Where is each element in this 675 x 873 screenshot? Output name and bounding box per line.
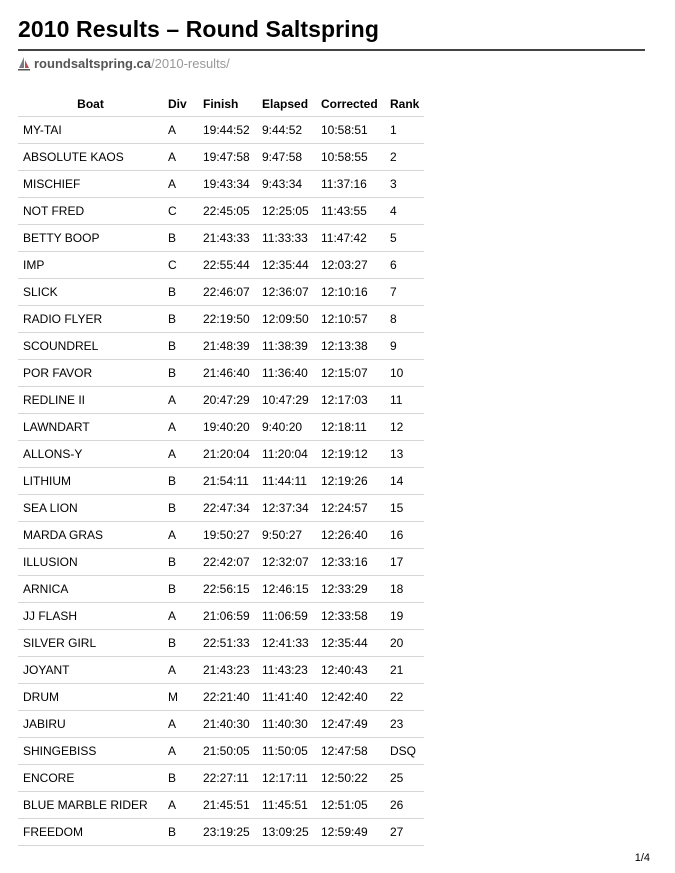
elapsed-time-cell: 12:36:07: [257, 279, 316, 306]
rank-cell: 25: [385, 765, 424, 792]
corrected-time-cell: 12:40:43: [316, 657, 385, 684]
boat-name-cell: LITHIUM: [18, 468, 163, 495]
elapsed-time-cell: 11:06:59: [257, 603, 316, 630]
boat-name-cell: JABIRU: [18, 711, 163, 738]
rank-cell: 16: [385, 522, 424, 549]
rank-cell: 6: [385, 252, 424, 279]
division-cell: B: [163, 576, 198, 603]
table-row: [18, 603, 424, 630]
boat-name-cell: BLUE MARBLE RIDER: [18, 792, 163, 819]
elapsed-time-cell: 12:32:07: [257, 549, 316, 576]
rank-cell: 26: [385, 792, 424, 819]
boat-name-cell: ABSOLUTE KAOS: [18, 144, 163, 171]
rank-cell: 3: [385, 171, 424, 198]
table-row: [18, 198, 424, 225]
table-row: [18, 360, 424, 387]
division-cell: A: [163, 441, 198, 468]
finish-time-cell: 19:43:34: [198, 171, 257, 198]
boat-name-cell: LAWNDART: [18, 414, 163, 441]
elapsed-time-cell: 12:17:11: [257, 765, 316, 792]
corrected-time-cell: 12:59:49: [316, 819, 385, 846]
table-row: [18, 495, 424, 522]
boat-name-cell: RADIO FLYER: [18, 306, 163, 333]
division-cell: B: [163, 279, 198, 306]
rank-cell: 12: [385, 414, 424, 441]
finish-time-cell: 22:21:40: [198, 684, 257, 711]
finish-time-cell: 23:19:25: [198, 819, 257, 846]
elapsed-time-cell: 12:41:33: [257, 630, 316, 657]
boat-name-cell: SLICK: [18, 279, 163, 306]
division-cell: B: [163, 549, 198, 576]
elapsed-time-cell: 12:37:34: [257, 495, 316, 522]
corrected-time-cell: 12:33:16: [316, 549, 385, 576]
table-row: [18, 252, 424, 279]
rank-cell: 7: [385, 279, 424, 306]
boat-name-cell: IMP: [18, 252, 163, 279]
finish-time-cell: 21:20:04: [198, 441, 257, 468]
boat-name-cell: ENCORE: [18, 765, 163, 792]
division-cell: C: [163, 198, 198, 225]
column-header-elapsed: Elapsed: [262, 97, 309, 111]
page-title: 2010 Results – Round Saltspring: [18, 16, 379, 42]
corrected-time-cell: 12:10:16: [316, 279, 385, 306]
table-row: [18, 711, 424, 738]
elapsed-time-cell: 11:38:39: [257, 333, 316, 360]
corrected-time-cell: 12:17:03: [316, 387, 385, 414]
elapsed-time-cell: 9:43:34: [257, 171, 316, 198]
results-body: [18, 117, 424, 846]
rank-cell: 21: [385, 657, 424, 684]
boat-name-cell: ARNICA: [18, 576, 163, 603]
division-cell: B: [163, 225, 198, 252]
division-cell: B: [163, 333, 198, 360]
finish-time-cell: 22:45:05: [198, 198, 257, 225]
elapsed-time-cell: 9:50:27: [257, 522, 316, 549]
source-domain[interactable]: roundsaltspring.ca: [34, 56, 152, 71]
rank-cell: 2: [385, 144, 424, 171]
division-cell: B: [163, 360, 198, 387]
division-cell: A: [163, 117, 198, 144]
table-row: [18, 792, 424, 819]
division-cell: B: [163, 765, 198, 792]
finish-time-cell: 22:56:15: [198, 576, 257, 603]
boat-name-cell: JOYANT: [18, 657, 163, 684]
boat-name-cell: MY-TAI: [18, 117, 163, 144]
corrected-time-cell: 12:35:44: [316, 630, 385, 657]
corrected-time-cell: 12:50:22: [316, 765, 385, 792]
elapsed-time-cell: 11:40:30: [257, 711, 316, 738]
boat-name-cell: MISCHIEF: [18, 171, 163, 198]
table-row: [18, 549, 424, 576]
elapsed-time-cell: 11:43:23: [257, 657, 316, 684]
finish-time-cell: 21:43:23: [198, 657, 257, 684]
elapsed-time-cell: 11:36:40: [257, 360, 316, 387]
boat-name-cell: SCOUNDREL: [18, 333, 163, 360]
column-header-finish: Finish: [203, 97, 239, 111]
corrected-time-cell: 12:33:58: [316, 603, 385, 630]
rank-cell: 10: [385, 360, 424, 387]
division-cell: C: [163, 252, 198, 279]
division-cell: A: [163, 711, 198, 738]
finish-time-cell: 22:55:44: [198, 252, 257, 279]
corrected-time-cell: 10:58:51: [316, 117, 385, 144]
table-row: [18, 171, 424, 198]
corrected-time-cell: 12:03:27: [316, 252, 385, 279]
corrected-time-cell: 12:13:38: [316, 333, 385, 360]
finish-time-cell: 19:44:52: [198, 117, 257, 144]
elapsed-time-cell: 11:50:05: [257, 738, 316, 765]
boat-name-cell: REDLINE II: [18, 387, 163, 414]
elapsed-time-cell: 11:44:11: [257, 468, 316, 495]
elapsed-time-cell: 9:40:20: [257, 414, 316, 441]
rank-cell: 13: [385, 441, 424, 468]
finish-time-cell: 22:51:33: [198, 630, 257, 657]
division-cell: A: [163, 738, 198, 765]
rank-cell: 9: [385, 333, 424, 360]
table-row: [18, 630, 424, 657]
column-header-boat: Boat: [77, 97, 104, 111]
finish-time-cell: 21:06:59: [198, 603, 257, 630]
rank-cell: 17: [385, 549, 424, 576]
rank-cell: 23: [385, 711, 424, 738]
elapsed-time-cell: 9:44:52: [257, 117, 316, 144]
division-cell: B: [163, 468, 198, 495]
rank-cell: 18: [385, 576, 424, 603]
table-row: [18, 306, 424, 333]
boat-name-cell: SILVER GIRL: [18, 630, 163, 657]
elapsed-time-cell: 12:09:50: [257, 306, 316, 333]
corrected-time-cell: 12:24:57: [316, 495, 385, 522]
finish-time-cell: 21:45:51: [198, 792, 257, 819]
table-row: [18, 279, 424, 306]
table-row: [18, 414, 424, 441]
finish-time-cell: 21:48:39: [198, 333, 257, 360]
page-number: 1/4: [634, 852, 650, 864]
finish-time-cell: 22:19:50: [198, 306, 257, 333]
column-header-div: Div: [168, 97, 187, 111]
elapsed-time-cell: 11:20:04: [257, 441, 316, 468]
table-row: [18, 738, 424, 765]
corrected-time-cell: 12:51:05: [316, 792, 385, 819]
division-cell: A: [163, 522, 198, 549]
boat-name-cell: ILLUSION: [18, 549, 163, 576]
finish-time-cell: 19:47:58: [198, 144, 257, 171]
rank-cell: 22: [385, 684, 424, 711]
table-row: [18, 657, 424, 684]
table-row: [18, 225, 424, 252]
boat-name-cell: JJ FLASH: [18, 603, 163, 630]
corrected-time-cell: 12:33:29: [316, 576, 385, 603]
division-cell: A: [163, 414, 198, 441]
finish-time-cell: 22:27:11: [198, 765, 257, 792]
division-cell: B: [163, 495, 198, 522]
corrected-time-cell: 11:43:55: [316, 198, 385, 225]
rank-cell: 20: [385, 630, 424, 657]
table-row: [18, 576, 424, 603]
elapsed-time-cell: 11:45:51: [257, 792, 316, 819]
column-header-rank: Rank: [390, 97, 420, 111]
corrected-time-cell: 12:15:07: [316, 360, 385, 387]
rank-cell: 27: [385, 819, 424, 846]
rank-cell: 11: [385, 387, 424, 414]
table-row: [18, 333, 424, 360]
source-path[interactable]: /2010-results/: [151, 56, 230, 71]
corrected-time-cell: 11:47:42: [316, 225, 385, 252]
table-row: [18, 117, 424, 144]
rank-cell: 14: [385, 468, 424, 495]
finish-time-cell: 19:50:27: [198, 522, 257, 549]
rank-cell: 4: [385, 198, 424, 225]
division-cell: A: [163, 144, 198, 171]
corrected-time-cell: 10:58:55: [316, 144, 385, 171]
boat-name-cell: ALLONS-Y: [18, 441, 163, 468]
finish-time-cell: 22:42:07: [198, 549, 257, 576]
boat-name-cell: POR FAVOR: [18, 360, 163, 387]
table-row: [18, 522, 424, 549]
finish-time-cell: 21:50:05: [198, 738, 257, 765]
elapsed-time-cell: 11:41:40: [257, 684, 316, 711]
division-cell: A: [163, 792, 198, 819]
table-row: [18, 441, 424, 468]
elapsed-time-cell: 12:46:15: [257, 576, 316, 603]
finish-time-cell: 20:47:29: [198, 387, 257, 414]
rank-cell: DSQ: [385, 738, 424, 765]
elapsed-time-cell: 12:25:05: [257, 198, 316, 225]
rank-cell: 5: [385, 225, 424, 252]
elapsed-time-cell: 12:35:44: [257, 252, 316, 279]
corrected-time-cell: 12:19:12: [316, 441, 385, 468]
boat-name-cell: MARDA GRAS: [18, 522, 163, 549]
finish-time-cell: 21:43:33: [198, 225, 257, 252]
division-cell: B: [163, 630, 198, 657]
table-row: [18, 468, 424, 495]
column-header-corrected: Corrected: [321, 97, 378, 111]
boat-name-cell: FREEDOM: [18, 819, 163, 846]
division-cell: B: [163, 819, 198, 846]
table-header-row: [18, 92, 424, 117]
elapsed-time-cell: 11:33:33: [257, 225, 316, 252]
boat-name-cell: SEA LION: [18, 495, 163, 522]
finish-time-cell: 19:40:20: [198, 414, 257, 441]
corrected-time-cell: 12:10:57: [316, 306, 385, 333]
corrected-time-cell: 12:47:58: [316, 738, 385, 765]
corrected-time-cell: 12:19:26: [316, 468, 385, 495]
table-row: [18, 765, 424, 792]
rank-cell: 15: [385, 495, 424, 522]
table-row: [18, 387, 424, 414]
finish-time-cell: 22:47:34: [198, 495, 257, 522]
sailboat-icon: [18, 57, 30, 71]
elapsed-time-cell: 9:47:58: [257, 144, 316, 171]
division-cell: A: [163, 387, 198, 414]
results-table: [18, 92, 424, 846]
division-cell: A: [163, 657, 198, 684]
source-url[interactable]: [18, 56, 230, 71]
table-row: [18, 684, 424, 711]
corrected-time-cell: 12:47:49: [316, 711, 385, 738]
table-row: [18, 819, 424, 846]
boat-name-cell: DRUM: [18, 684, 163, 711]
corrected-time-cell: 12:26:40: [316, 522, 385, 549]
corrected-time-cell: 11:37:16: [316, 171, 385, 198]
boat-name-cell: BETTY BOOP: [18, 225, 163, 252]
rank-cell: 1: [385, 117, 424, 144]
boat-name-cell: NOT FRED: [18, 198, 163, 225]
division-cell: B: [163, 306, 198, 333]
boat-name-cell: SHINGEBISS: [18, 738, 163, 765]
finish-time-cell: 21:40:30: [198, 711, 257, 738]
finish-time-cell: 22:46:07: [198, 279, 257, 306]
elapsed-time-cell: 10:47:29: [257, 387, 316, 414]
finish-time-cell: 21:54:11: [198, 468, 257, 495]
division-cell: A: [163, 171, 198, 198]
finish-time-cell: 21:46:40: [198, 360, 257, 387]
rank-cell: 8: [385, 306, 424, 333]
division-cell: A: [163, 603, 198, 630]
elapsed-time-cell: 13:09:25: [257, 819, 316, 846]
division-cell: M: [163, 684, 198, 711]
corrected-time-cell: 12:42:40: [316, 684, 385, 711]
title-divider: [18, 49, 645, 51]
table-row: [18, 144, 424, 171]
corrected-time-cell: 12:18:11: [316, 414, 385, 441]
rank-cell: 19: [385, 603, 424, 630]
